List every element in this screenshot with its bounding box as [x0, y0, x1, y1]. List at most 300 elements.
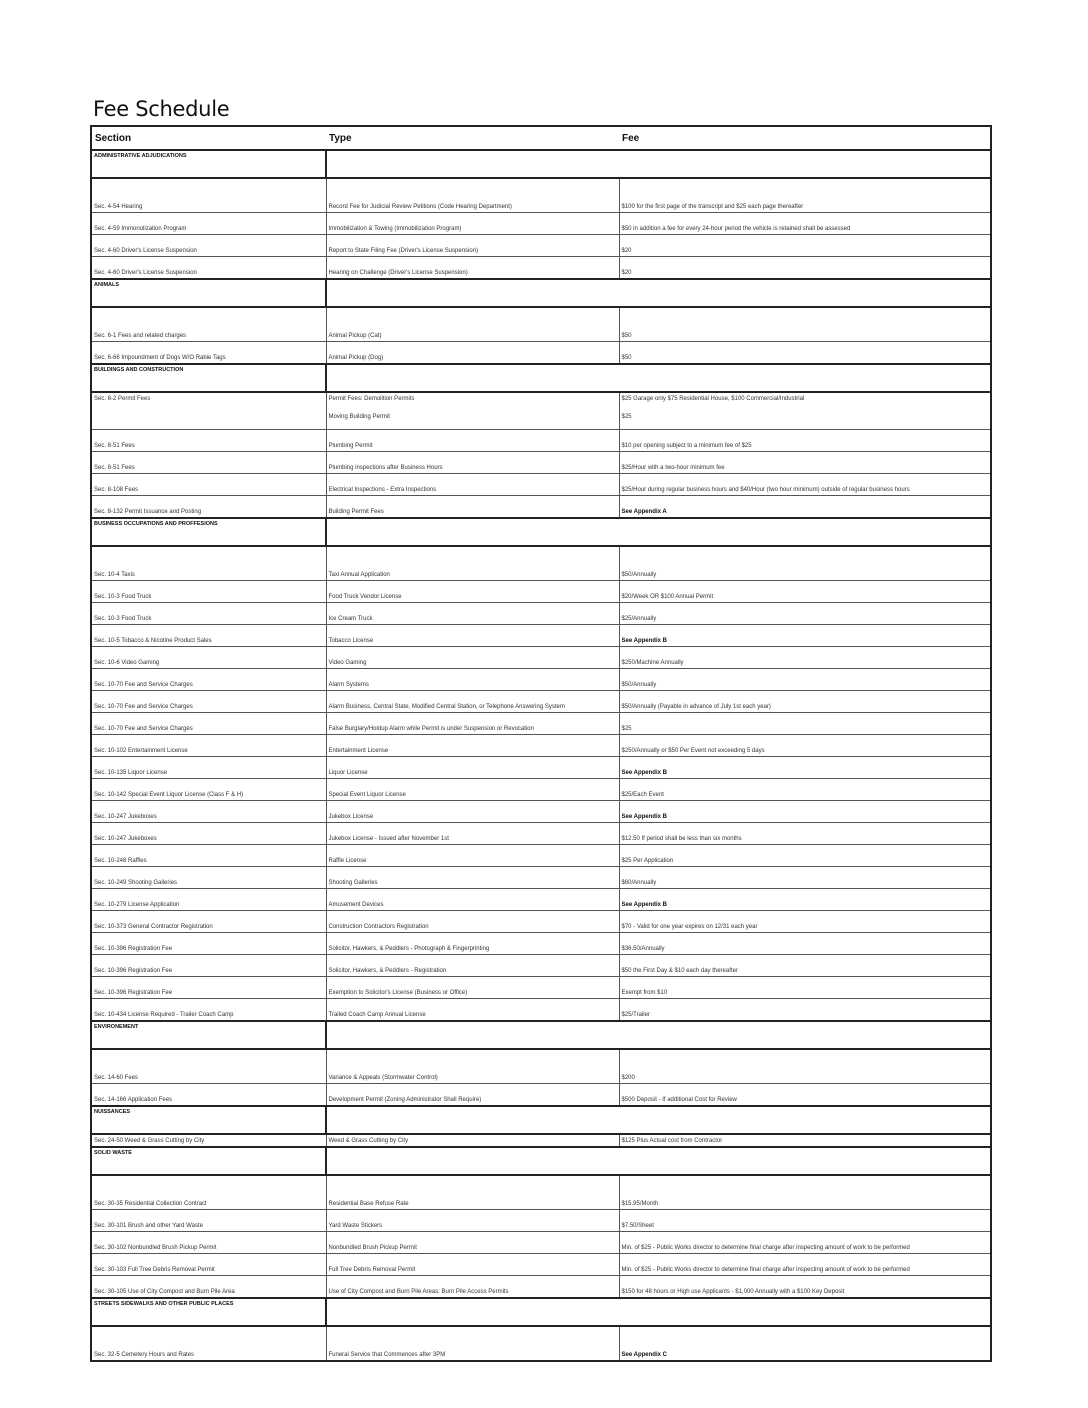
type-cell: [326, 933, 619, 955]
section-text: Sec. 10-3 Food Truck: [94, 616, 152, 622]
section-group-blank: [326, 364, 619, 392]
fee-text: $25/Hour with a two-hour minimum fee: [621, 465, 725, 471]
section-group-blank: [619, 279, 991, 307]
type-cell: [326, 581, 619, 603]
fee-cell: [619, 342, 991, 365]
section-cell: [91, 625, 326, 647]
fee-text: $50 the First Day & $10 each day thereafter: [621, 968, 738, 974]
fee-cell: [619, 845, 991, 867]
section-text: Sec. 10-70 Fee and Service Charges: [94, 682, 193, 688]
fee-cell: [619, 392, 991, 430]
table-row: [91, 669, 991, 691]
fee-cell: [619, 257, 991, 280]
section-cell: [91, 867, 326, 889]
section-text: Sec. 10-70 Fee and Service Charges: [94, 726, 193, 732]
section-group-blank: [326, 1021, 619, 1049]
type-cell: [326, 1134, 619, 1147]
section-cell: [91, 1175, 326, 1210]
table-row: [91, 933, 991, 955]
section-text: Sec. 10-396 Registration Fee: [94, 990, 173, 996]
fee-cell: [619, 735, 991, 757]
fee-text: $500 Deposit - If additional Cost for Review: [621, 1097, 737, 1103]
column-header-section: Section: [91, 126, 326, 150]
fee-cell: [619, 977, 991, 999]
fee-text: $25/Annually: [621, 616, 657, 622]
type-cell: [326, 342, 619, 365]
fee-text: $25/Each Event: [621, 792, 664, 798]
section-cell: [91, 581, 326, 603]
section-text: Sec. 6-66 Impoundment of Dogs W/O Rabie Tags: [94, 355, 226, 361]
section-cell: [91, 823, 326, 845]
type-text: Nonbundled Brush Pickup Permit: [328, 1245, 417, 1251]
section-cell: [91, 257, 326, 280]
section-cell: [91, 1210, 326, 1232]
type-text: Liquor License: [328, 770, 368, 776]
section-text: Sec. 6-1 Fees and related charges: [94, 333, 187, 339]
table-header-row: [91, 126, 991, 150]
section-cell: [91, 1232, 326, 1254]
type-text: Hearing on Challenge (Driver's License Suspension): [328, 270, 468, 276]
section-cell: [91, 496, 326, 519]
column-header-type: Type: [326, 126, 619, 150]
fee-cell: [619, 235, 991, 257]
fee-text: $25 Per Application: [621, 858, 674, 864]
fee-text: $125 Plus Actual cost from Contractor: [621, 1138, 723, 1144]
section-text: Sec. 10-247 Jukeboxes: [94, 836, 157, 842]
section-group-title: ANIMALS: [91, 279, 326, 307]
section-group-header: [91, 1106, 991, 1134]
section-cell: [91, 452, 326, 474]
section-group-title: SOLID WASTE: [91, 1147, 326, 1175]
section-cell: [91, 392, 326, 430]
fee-text: $25: [621, 726, 632, 732]
type-text: Special Event Liquor License: [328, 792, 406, 798]
table-row: [91, 452, 991, 474]
type-text: Funeral Service that Commences after 3PM: [328, 1352, 446, 1358]
section-group-blank: [619, 1298, 991, 1326]
type-cell: [326, 713, 619, 735]
section-cell: [91, 911, 326, 933]
table-row: [91, 546, 991, 581]
fee-text: $200: [621, 1075, 635, 1081]
section-group-header: [91, 1147, 991, 1175]
section-group-header: [91, 1298, 991, 1326]
type-cell: [326, 647, 619, 669]
section-text: Sec. 4-54 Hearing: [94, 204, 143, 210]
section-text: Sec. 10-249 Shooting Galleries: [94, 880, 178, 886]
fee-text: Exempt from $10: [621, 990, 668, 996]
fee-text: $20: [621, 270, 632, 276]
table-row: [91, 999, 991, 1022]
fee-cell: [619, 823, 991, 845]
fee-cell: [619, 933, 991, 955]
fee-cell: [619, 1326, 991, 1361]
table-row: [91, 178, 991, 213]
fee-text: $60/Annually: [621, 880, 657, 886]
table-row: [91, 1210, 991, 1232]
fee-text: Min. of $25 - Public Works director to determine final charge after inspecting amount of work to be performed: [621, 1267, 910, 1273]
section-cell: [91, 603, 326, 625]
type-cell: [326, 977, 619, 999]
section-text: Sec. 10-248 Raffles: [94, 858, 147, 864]
type-cell: [326, 235, 619, 257]
type-text: Immobilization & Towing (Immobilization Program): [328, 226, 462, 232]
section-group-header: [91, 1021, 991, 1049]
table-row: [91, 955, 991, 977]
fee-text: $70 - Valid for one year expires on 12/31 each year: [621, 924, 758, 930]
table-row: [91, 213, 991, 235]
table-row: [91, 1134, 991, 1147]
fee-text: $10 per opening subject to a minimum fee of $25: [621, 443, 752, 449]
fee-cell: [619, 213, 991, 235]
type-text: Plumbing inspections after Business Hours: [328, 465, 443, 471]
fee-cell: [619, 1210, 991, 1232]
fee-cell: [619, 1134, 991, 1147]
fee-cell: [619, 647, 991, 669]
type-text: Animal Pickup (Cat): [328, 333, 382, 339]
type-cell: [326, 801, 619, 823]
type-cell: [326, 1084, 619, 1107]
table-row: [91, 911, 991, 933]
section-cell: [91, 933, 326, 955]
section-text: Sec. 10-396 Registration Fee: [94, 946, 173, 952]
table-row: [91, 977, 991, 999]
section-group-title: ENVIRONEMENT: [91, 1021, 326, 1049]
table-row: [91, 1254, 991, 1276]
fee-text: $20: [621, 248, 632, 254]
section-cell: [91, 1049, 326, 1084]
section-text: Sec. 8-2 Permit Fees: [94, 396, 151, 402]
section-cell: [91, 735, 326, 757]
table-row: [91, 1049, 991, 1084]
fee-cell: [619, 1276, 991, 1299]
type-cell: [326, 823, 619, 845]
fee-text: $20/Week OR $100 Annual Permit: [621, 594, 714, 600]
section-cell: [91, 213, 326, 235]
section-text: Sec. 4-60 Driver's License Suspension: [94, 270, 197, 276]
type-cell: [326, 1254, 619, 1276]
section-cell: [91, 1084, 326, 1107]
section-cell: [91, 235, 326, 257]
type-cell: [326, 735, 619, 757]
section-text: Sec. 10-70 Fee and Service Charges: [94, 704, 193, 710]
fee-text: $15.95/Month: [621, 1201, 659, 1207]
type-cell: [326, 1049, 619, 1084]
section-text: Sec. 30-105 Use of City Compost and Burn Pile Area: [94, 1289, 235, 1295]
type-cell: [326, 178, 619, 213]
type-text: Jukebox License: [328, 814, 374, 820]
table-row: [91, 235, 991, 257]
table-row: [91, 1175, 991, 1210]
type-text: Trailed Coach Camp Annual License: [328, 1012, 426, 1018]
type-cell: [326, 1175, 619, 1210]
type-cell: [326, 496, 619, 519]
type-text: Building Permit Fees: [328, 509, 384, 515]
section-cell: [91, 647, 326, 669]
table-row: [91, 647, 991, 669]
fee-cell: [619, 713, 991, 735]
table-row: [91, 603, 991, 625]
table-row: [91, 779, 991, 801]
fee-schedule-table: [90, 125, 992, 1362]
table-row: [91, 307, 991, 342]
table-row: [91, 691, 991, 713]
type-text: Development Permit (Zoning Administrator Shall Require): [328, 1097, 482, 1103]
fee-text: $25 Garage only $75 Residential House, $100 Commercial/Industrial: [621, 396, 805, 402]
section-group-blank: [326, 1298, 619, 1326]
section-text: Sec. 4-60 Driver's License Suspension: [94, 248, 197, 254]
section-cell: [91, 430, 326, 452]
section-group-blank: [326, 279, 619, 307]
section-cell: [91, 669, 326, 691]
section-group-blank: [619, 1147, 991, 1175]
type-text: Construction Contractors Registration: [328, 924, 429, 930]
section-text: Sec. 10-5 Tobacco & Nicotine Product Sales: [94, 638, 212, 644]
type-cell: [326, 474, 619, 496]
section-text: Sec. 8-108 Fees: [94, 487, 139, 493]
fee-cell: [619, 691, 991, 713]
section-text: Sec. 30-102 Nonbundled Brush Pickup Permit: [94, 1245, 217, 1251]
type-cell: [326, 257, 619, 280]
section-text: Sec. 10-135 Liquor License: [94, 770, 168, 776]
section-group-blank: [619, 150, 991, 178]
section-cell: [91, 999, 326, 1022]
table-row: [91, 625, 991, 647]
type-cell: [326, 955, 619, 977]
page-title: Fee Schedule: [93, 97, 230, 121]
type-cell: [326, 779, 619, 801]
fee-text: $250/Annually or $50 Per Event not exceeding 5 days: [621, 748, 765, 754]
fee-cell: [619, 178, 991, 213]
fee-text: $25/Trailer: [621, 1012, 650, 1018]
section-group-blank: [326, 1147, 619, 1175]
table-row: [91, 823, 991, 845]
fee-cell: [619, 452, 991, 474]
section-text: Sec. 10-3 Food Truck: [94, 594, 152, 600]
section-text: Sec. 30-35 Residential Collection Contract: [94, 1201, 207, 1207]
fee-text: Min. of $25 - Public Works director to determine final charge after inspecting amount of work to be performed: [621, 1245, 910, 1251]
section-text: Sec. 32-5 Cemetery Hours and Rates: [94, 1352, 195, 1358]
fee-cell: [619, 581, 991, 603]
fee-cell: [619, 1084, 991, 1107]
type-text: Permit Fees: Demolition Permits: [328, 396, 415, 402]
section-text: Sec. 14-60 Fees: [94, 1075, 139, 1081]
type-text: Animal Pickup (Dog): [328, 355, 384, 361]
type-text: Taxi Annual Application: [328, 572, 390, 578]
fee-cell: [619, 1254, 991, 1276]
type-cell: [326, 867, 619, 889]
section-group-blank: [619, 1021, 991, 1049]
section-group-title: NUISSANCES: [91, 1106, 326, 1134]
section-group-blank: [326, 150, 619, 178]
fee-text: $250/Machine Annually: [621, 660, 684, 666]
fee-text: $50/Annually (Payable in advance of July 1st each year): [621, 704, 771, 710]
section-cell: [91, 845, 326, 867]
table-row: [91, 257, 991, 280]
type-text: Use of City Compost and Burn Pile Areas: Burn Pile Access Permits: [328, 1289, 509, 1295]
fee-text: $12.50 If period shall be less than six months: [621, 836, 742, 842]
fee-cell: [619, 1049, 991, 1084]
type-text: Variance & Appeals (Stormwater Control): [328, 1075, 438, 1081]
section-cell: [91, 757, 326, 779]
table-row: [91, 430, 991, 452]
type-text: Exemption to Solicitor's License (Business or Office): [328, 990, 468, 996]
type-text: Solicitor, Hawkers, & Peddlers - Photograph & Fingerprinting: [328, 946, 490, 952]
type-cell: [326, 1276, 619, 1299]
fee-cell: [619, 911, 991, 933]
fee-text: See Appendix A: [621, 509, 667, 515]
section-cell: [91, 691, 326, 713]
type-text: Electrical Inspections - Extra Inspections: [328, 487, 437, 493]
section-group-title: BUILDINGS AND CONSTRUCTION: [91, 364, 326, 392]
fee-cell: [619, 625, 991, 647]
section-text: Sec. 10-6 Video Gaming: [94, 660, 160, 666]
fee-cell: [619, 1232, 991, 1254]
fee-text: $50: [621, 355, 632, 361]
fee-cell: [619, 1175, 991, 1210]
section-cell: [91, 1326, 326, 1361]
fee-cell: [619, 603, 991, 625]
table-row: [91, 757, 991, 779]
section-text: Sec. 10-373 General Contractor Registration: [94, 924, 213, 930]
section-text: Sec. 14-166 Application Fees: [94, 1097, 173, 1103]
table-row: [91, 1276, 991, 1299]
type-cell: [326, 307, 619, 342]
section-text: Sec. 10-4 Taxis: [94, 572, 135, 578]
section-group-blank: [619, 364, 991, 392]
section-cell: [91, 713, 326, 735]
section-text: Sec. 10-102 Entertainment License: [94, 748, 188, 754]
type-text: Amusement Devices: [328, 902, 384, 908]
type-cell: [326, 845, 619, 867]
section-cell: [91, 474, 326, 496]
type-text: Report to State Filing Fee (Driver's License Suspension): [328, 248, 479, 254]
table-row: [91, 342, 991, 365]
section-cell: [91, 801, 326, 823]
section-text: Sec. 10-434 License Required - Trailer Coach Camp: [94, 1012, 234, 1018]
fee-text: See Appendix B: [621, 814, 667, 820]
type-text: Record Fee for Judicial Review Petitions (Code Hearing Department): [328, 204, 512, 210]
section-group-blank: [619, 518, 991, 546]
type-cell: [326, 1210, 619, 1232]
fee-schedule-body: [91, 126, 991, 1361]
table-row: [91, 1232, 991, 1254]
fee-text: See Appendix B: [621, 638, 667, 644]
fee-text: $36.50/Annually: [621, 946, 665, 952]
fee-cell: [619, 669, 991, 691]
type-text: Alarm Systems: [328, 682, 369, 688]
table-row: [91, 845, 991, 867]
type-text: Ice Cream Truck: [328, 616, 373, 622]
type-text: Solicitor, Hawkers, & Peddlers - Registration: [328, 968, 447, 974]
type-text: Residential Base Refuse Rate: [328, 1201, 409, 1207]
fee-text: See Appendix B: [621, 770, 667, 776]
table-row: [91, 735, 991, 757]
type-cell: [326, 691, 619, 713]
fee-cell: [619, 430, 991, 452]
fee-cell: [619, 307, 991, 342]
type-cell: [326, 603, 619, 625]
type-cell: [326, 625, 619, 647]
table-row: [91, 889, 991, 911]
type-text: False Burglary/Holdup Alarm while Permit is under Suspension or Revocation: [328, 726, 534, 732]
section-group-title: STREETS SIDEWALKS AND OTHER PUBLIC PLACES: [91, 1298, 326, 1326]
section-text: Sec. 8-132 Permit Issuance and Posting: [94, 509, 202, 515]
fee-text: See Appendix C: [621, 1352, 667, 1358]
fee-cell: [619, 779, 991, 801]
table-row: [91, 713, 991, 735]
section-group-header: [91, 279, 991, 307]
type-cell: [326, 889, 619, 911]
section-text: Sec. 10-279 License Application: [94, 902, 180, 908]
section-cell: [91, 307, 326, 342]
section-text: Sec. 10-247 Jukeboxes: [94, 814, 157, 820]
type-text: Shooting Galleries: [328, 880, 378, 886]
type-text: Entertainment License: [328, 748, 389, 754]
fee-text-secondary: $25: [621, 414, 632, 420]
table-row: [91, 801, 991, 823]
type-text: Alarm Business, Central State, Modified Central Station, or Telephone Answering System: [328, 704, 565, 710]
fee-text: $50/Annually: [621, 572, 657, 578]
fee-cell: [619, 474, 991, 496]
type-text: Tobacco License: [328, 638, 374, 644]
table-row: [91, 392, 991, 430]
type-cell: [326, 669, 619, 691]
type-cell: [326, 430, 619, 452]
fee-cell: [619, 546, 991, 581]
table-row: [91, 496, 991, 519]
fee-text: $100 for the first page of the transcript and $25 each page thereafter: [621, 204, 804, 210]
fee-text: $25/Hour during regular business hours and $40/Hour (two hour minimum) outside of regular business hours: [621, 487, 910, 493]
fee-text: $50: [621, 333, 632, 339]
section-text: Sec. 24-50 Weed & Grass Cutting by City: [94, 1138, 205, 1144]
fee-cell: [619, 496, 991, 519]
fee-cell: [619, 889, 991, 911]
fee-text: $7.50/Sheet: [621, 1223, 654, 1229]
section-group-header: [91, 518, 991, 546]
section-cell: [91, 779, 326, 801]
type-cell: [326, 1326, 619, 1361]
fee-text: See Appendix B: [621, 902, 667, 908]
section-text: Sec. 30-101 Brush and other Yard Waste: [94, 1223, 203, 1229]
type-cell: [326, 999, 619, 1022]
type-text-secondary: Moving Building Permit: [328, 414, 390, 420]
fee-text: $150 for 48 hours or High use Applicants - $1,000 Annually with a $100 Key Deposit: [621, 1289, 845, 1295]
table-row: [91, 1084, 991, 1107]
type-cell: [326, 213, 619, 235]
section-cell: [91, 178, 326, 213]
type-cell: [326, 546, 619, 581]
section-text: Sec. 30-103 Full Tree Debris Removal Permit: [94, 1267, 215, 1273]
section-text: Sec. 4-59 Immonolization Program: [94, 226, 187, 232]
section-text: Sec. 10-396 Registration Fee: [94, 968, 173, 974]
section-cell: [91, 342, 326, 365]
column-header-fee: Fee: [619, 126, 991, 150]
section-cell: [91, 977, 326, 999]
type-text: Video Gaming: [328, 660, 367, 666]
section-cell: [91, 1276, 326, 1299]
section-cell: [91, 1254, 326, 1276]
section-group-blank: [326, 1106, 619, 1134]
type-cell: [326, 392, 619, 430]
section-cell: [91, 546, 326, 581]
type-text: Raffle License: [328, 858, 367, 864]
fee-cell: [619, 801, 991, 823]
type-text: Food Truck Vendor License: [328, 594, 402, 600]
section-group-header: [91, 150, 991, 178]
type-text: Plumbing Permit: [328, 443, 373, 449]
type-cell: [326, 911, 619, 933]
